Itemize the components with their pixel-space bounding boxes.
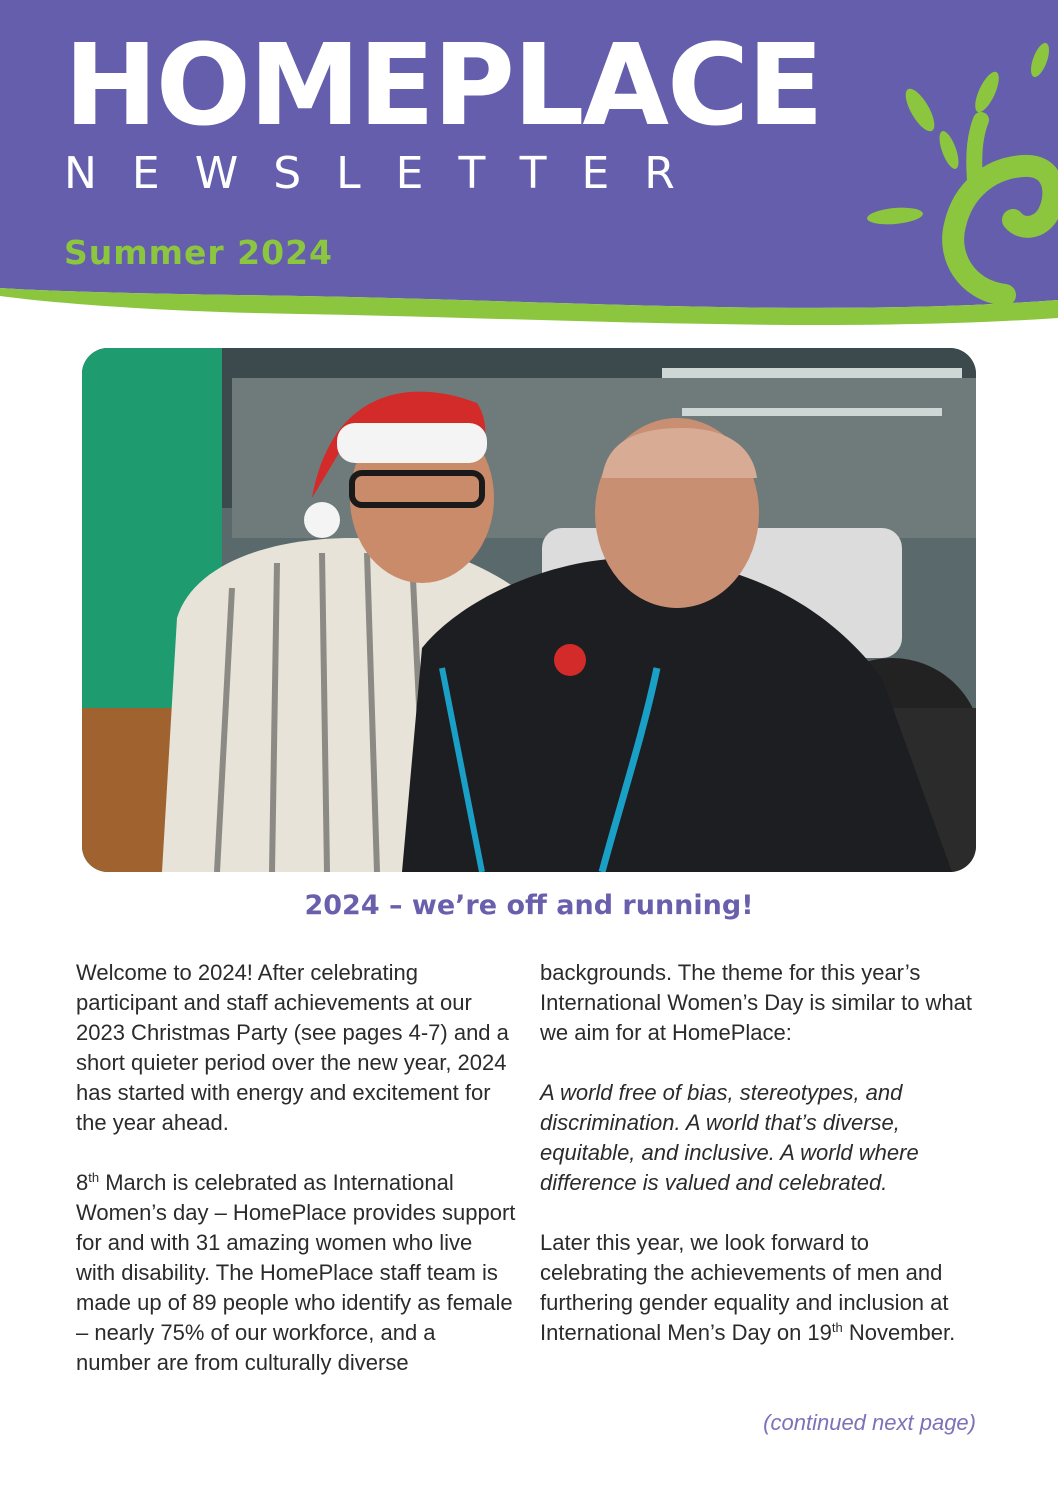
article-column-left	[76, 958, 516, 1408]
feature-photo	[82, 348, 976, 872]
homeplace-sun-logo-icon	[855, 40, 1058, 320]
paragraph-welcome: Welcome to 2024! After celebrating participant and staff achievements at our 2023 Christmas Party (see pages 4-7) and a short quieter period over the new year, 2024 has started with energy and excitement for the year ahead.	[76, 960, 509, 1135]
date-number: 19	[807, 1320, 832, 1345]
newsletter-subtitle: NEWSLETTER	[64, 148, 710, 199]
photo-two-men-christmas-party-icon	[82, 348, 976, 872]
paragraph-quote: A world free of bias, stereotypes, and discrimination. A world that’s diverse, equitable, and inclusive. A world where difference is valued and celebrated.	[540, 1080, 919, 1195]
paragraph-theme: backgrounds. The theme for this year’s International Women’s Day is similar to what we aim for at HomePlace:	[540, 960, 973, 1045]
date-ordinal: th	[831, 1320, 843, 1335]
issue-label: Summer 2024	[64, 233, 334, 272]
date-ordinal: th	[88, 1170, 100, 1185]
continued-next-page-link[interactable]: (continued next page)	[763, 1410, 976, 1435]
date-number: 8	[76, 1170, 89, 1195]
paragraph-mens-day-end: November.	[842, 1320, 956, 1345]
paragraph-mens-day	[540, 1228, 980, 1348]
masthead	[0, 0, 1058, 330]
paragraph-womens-day	[76, 1168, 516, 1378]
paragraph-womens-day-text: March is celebrated as International Women’s day – HomePlace provides support for and with 31 amazing women who live with disability. The HomePlace staff team is made up of 89 people who identify as female – nearly 75% of our workforce, and a number are from culturally diverse	[76, 1170, 516, 1375]
newsletter-title: HOMEPLACE	[64, 21, 822, 151]
article-column-right	[540, 958, 980, 1378]
article-headline: 2024 – we’re off and running!	[304, 890, 754, 921]
paragraph-mens-day-text: Later this year, we look forward to celebrating the achievements of men and furthering gender equality and inclusion at International Men’s Day on	[540, 1230, 949, 1345]
